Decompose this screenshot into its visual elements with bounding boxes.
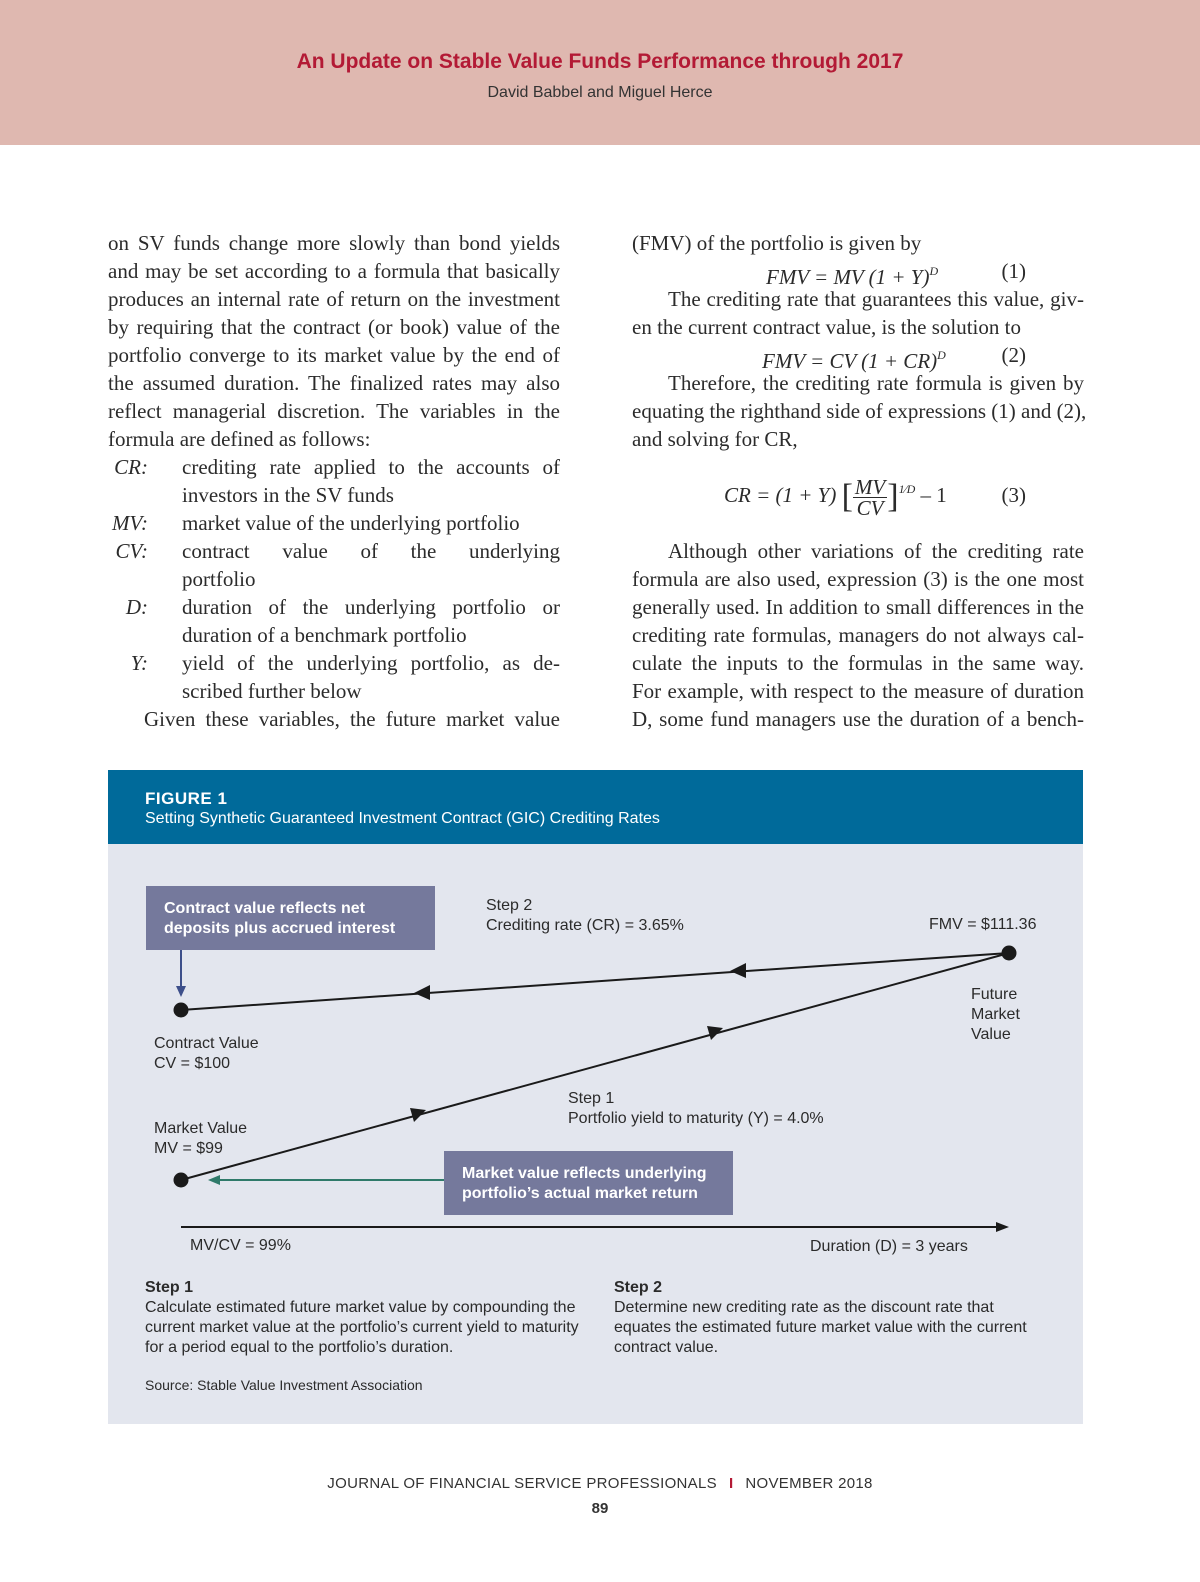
step1-value: Portfolio yield to maturity (Y) = 4.0% [568,1110,824,1127]
page-header [0,0,1200,145]
market-box-arrowhead [208,1175,220,1185]
fmv-label: FMV = $111.36 [929,916,1037,933]
arrowhead-left [730,963,746,978]
step1-label: Step 1 [568,1090,615,1107]
body-line: and may be set according to a formula that basically [108,259,560,283]
axis-left-label: MV/CV = 99% [190,1237,291,1254]
variable-text: yield of the underlying portfolio, as de- [182,651,560,675]
variable-symbol: D: [125,595,148,619]
variable-symbol: MV: [112,511,148,535]
equation-2 [632,341,1084,373]
body-line: generally used. In addition to small differences in the [632,595,1084,619]
body-line: For example, with respect to the measure of duration [632,679,1084,703]
variable-definition [108,537,560,593]
body-line: crediting rate formulas, managers do not always cal- [632,623,1084,647]
equation-exponent: D [937,348,946,362]
body-line: reflect managerial discretion. The variables in the [108,399,560,423]
variable-text: crediting rate applied to the accounts of [182,455,560,479]
equation-lhs: CR = (1 + Y) [724,483,837,507]
equation-body: FMV = CV (1 + CR) [762,349,938,373]
contract-box-arrowhead [176,986,186,997]
variable-text: duration of the underlying portfolio or [182,595,560,619]
article-title: An Update on Stable Value Funds Performance through 2017 [296,50,904,73]
figure-header [108,770,1083,844]
variable-symbol: CR: [114,455,148,479]
equation-exponent: D [929,264,939,278]
step2-description-text: Determine new crediting rate as the discount rate that equates the estimated future market value with the current contract value. [614,1299,1027,1356]
future-market-value-label: Value [971,1026,1011,1043]
market-value-box: Market value reflects underlying portfolio’s actual market return [444,1151,733,1215]
equation-3: CR = (1 + Y) [ $\frac{MV}{CV}$ ]$^{1⁄D}$ – 1 (3) [724,474,1026,520]
body-line: (FMV) of the portfolio is given by [632,231,922,255]
body-line: Although other variations of the crediting rate [668,539,1084,563]
step2-value: Crediting rate (CR) = 3.65% [486,917,684,934]
body-line: en the current contract value, is the solution to [632,315,1021,339]
body-line: D, some fund managers use the duration of a bench- [632,707,1084,731]
figure-title: Setting Synthetic Guaranteed Investment Contract (GIC) Crediting Rates [145,810,660,827]
step1-description-title: Step 1 [145,1279,194,1296]
left-column [108,229,560,733]
variable-definition [108,593,560,649]
contract-value-amount: CV = $100 [154,1055,231,1072]
body-line: on SV funds change more slowly than bond yields [108,231,560,255]
issue-date: NOVEMBER 2018 [745,1475,873,1492]
axis-right-label: Duration (D) = 3 years [810,1238,968,1255]
market-value-amount: MV = $99 [154,1140,223,1157]
equation-tail: – 1 [920,483,947,507]
body-line: and solving for CR, [632,427,798,451]
figure-source: Source: Stable Value Investment Association [145,1377,423,1393]
body-line: by requiring that the contract (or book) value of the [108,315,560,339]
contract-value-box: Contract value reflects net deposits plus accrued interest [146,886,435,950]
figure-label: FIGURE 1 [145,789,228,808]
cv-fmv-line [181,953,1009,1010]
variable-definition [108,453,560,509]
variable-text: duration of a benchmark portfolio [182,623,467,647]
arrowhead-right [410,1108,426,1122]
page-number: 89 [591,1500,609,1517]
future-market-value-label: Market [971,1006,1020,1023]
variable-definition [108,649,560,705]
contract-value-dot [174,1003,189,1018]
variable-text: market value of the underlying portfolio [182,511,520,535]
variable-text: scribed further below [182,679,362,703]
step2-description-title: Step 2 [614,1279,663,1296]
variable-text: investors in the SV funds [182,483,394,507]
article-authors: David Babbel and Miguel Herce [487,84,713,101]
page-footer [0,1475,1200,1492]
variable-symbol: CV: [115,539,148,563]
body-line: produces an internal rate of return on the investment [108,287,560,311]
body-line: culate the inputs to the formulas in the same way. [632,651,1084,675]
equation-1 [632,257,1084,289]
fmv-dot [1002,946,1017,961]
body-line: Therefore, the crediting rate formula is given by [668,371,1084,395]
contract-value-label: Contract Value [154,1035,259,1052]
body-line: Given these variables, the future market value [144,707,560,731]
mv-fmv-line [181,953,1009,1180]
journal-name: JOURNAL OF FINANCIAL SERVICE PROFESSIONALS [327,1475,717,1492]
future-market-value-label: Future [971,986,1018,1003]
equation-fraction [853,474,887,520]
equation-body: FMV = MV (1 + Y) [766,265,930,289]
step2-description [614,1278,1050,1358]
equation-number: (3) [1001,483,1026,507]
step2-label: Step 2 [486,897,533,914]
step1-description-text: Calculate estimated future market value by compounding the current market value at the portfolio’s current yield to maturity for a period equal to the portfolio’s duration. [145,1299,579,1356]
fraction-numerator: MV [854,474,886,499]
variable-definition [108,509,560,537]
right-column [632,229,1087,733]
body-line: the assumed duration. The finalized rates may also [108,371,560,395]
footer-separator: I [728,1475,734,1492]
body-line: portfolio converge to its market value by the end of [108,343,560,367]
body-line: The crediting rate that guarantees this value, giv- [668,287,1084,311]
equation-number: (1) [1001,259,1026,283]
body-line: formula are defined as follows: [108,427,371,451]
step1-description [145,1278,585,1358]
market-value-dot [174,1173,189,1188]
duration-axis-arrowhead [996,1222,1009,1232]
fraction-denominator: CV [856,495,884,520]
figure-1 [108,770,1083,1424]
variable-text: contract value of the underlying [182,539,560,563]
variable-symbol: Y: [130,651,148,675]
variable-text: portfolio [182,567,256,591]
equation-exponent: 1⁄D [898,482,916,496]
arrowhead-left [414,985,430,1000]
market-value-label: Market Value [154,1120,248,1137]
body-line: equating the righthand side of expressions (1) and (2), [632,399,1087,423]
body-line: formula are also used, expression (3) is the one most [632,567,1084,591]
equation-number: (2) [1001,343,1026,367]
